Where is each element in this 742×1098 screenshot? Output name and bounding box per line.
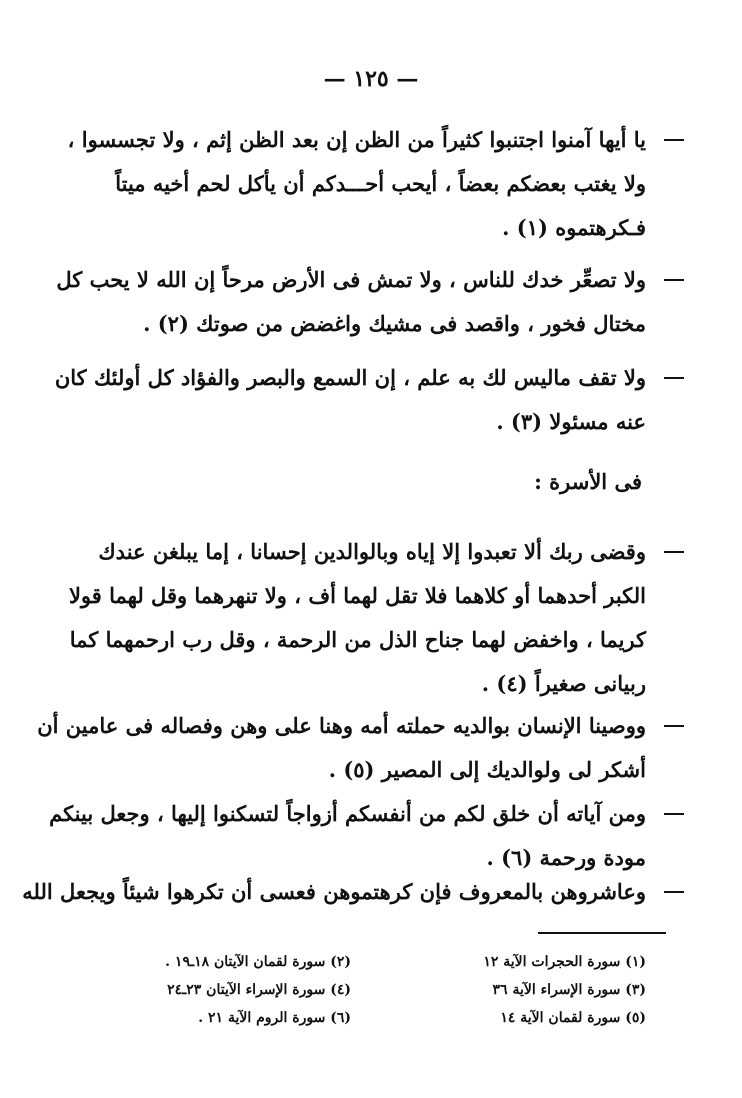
verse-line: الكبر أحدهما أو كلاهما فلا تقل لهما أف ، ولا تنهرهما وقل لهما قولا [68,583,646,608]
verse-line: فـكرهتموه (١) . [502,215,646,240]
verse-line: ربيانى صغيراً (٤) . [481,671,646,696]
verse-block-6 [49,792,646,880]
verse-dash [662,704,686,748]
verse-line: مختال فخور ، واقصد فى مشيك واغضض من صوتك (٢) . [143,311,646,336]
verse-block-7 [22,870,646,914]
verse-line: ولا تصعِّر خدك للناس ، ولا تمش فى الأرض مرحاً إن الله لا يحب كل [56,267,646,292]
verse-line: وعاشروهن بالمعروف فإن كرهتموهن فعسى أن تكرهوا شيئاً ويجعل الله [22,879,646,904]
verse-block-3 [54,356,646,444]
footnote-2: (٢) سورة لقمان الآيتان ١٨ـ١٩ . [165,954,351,970]
verse-dash [662,870,686,914]
verse-block-1 [67,118,646,250]
footnote-divider [538,932,666,934]
footnote-3: (٣) سورة الإسراء الآية ٣٦ [492,982,646,998]
verse-line: أشكر لى ولوالديك إلى المصير (٥) . [328,757,646,782]
verse-dash [662,530,686,574]
verse-line: ولا تقف ماليس لك به علم ، إن السمع والبصر والفؤاد كل أولئك كان [54,365,646,390]
verse-dash [662,118,686,162]
verse-block-5 [37,704,646,792]
verse-block-4 [68,530,646,706]
verse-dash [662,792,686,836]
footnote-6: (٦) سورة الروم الآية ٢١ . [198,1010,351,1026]
verse-line: وقضى ربك ألا تعبدوا إلا إياه وبالوالدين إحسانا ، إما يبلغن عندك [98,539,646,564]
footnote-1: (١) سورة الحجرات الآية ١٢ [483,954,646,970]
verse-line: مودة ورحمة (٦) . [486,845,646,870]
section-heading: فى الأسرة : [534,469,642,494]
verse-block-2 [56,258,646,346]
verse-dash [662,356,686,400]
verse-line: كريما ، واخفض لهما جناح الذل من الرحمة ، وقل رب ارحمهما كما [69,627,646,652]
verse-line: ومن آياته أن خلق لكم من أنفسكم أزواجاً لتسكنوا إليها ، وجعل بينكم [49,801,646,826]
verse-line: يا أيها آمنوا اجتنبوا كثيراً من الظن إن بعد الظن إثم ، ولا تجسسوا ، [67,127,646,152]
page-number: — ١٢٥ — [323,66,419,92]
footnote-5: (٥) سورة لقمان الآية ١٤ [500,1010,646,1026]
verse-dash [662,258,686,302]
footnote-4: (٤) سورة الإسراء الآيتان ٢٣ـ٢٤ [167,982,351,998]
verse-line: ولا يغتب بعضكم بعضاً ، أيحب أحـــدكم أن يأكل لحم أخيه ميتاً [115,171,646,196]
verse-line: ووصينا الإنسان بوالديه حملته أمه وهنا على وهن وفصاله فى عامين أن [37,713,646,738]
footnotes [86,950,646,1030]
verse-line: عنه مسئولا (٣) . [496,409,646,434]
